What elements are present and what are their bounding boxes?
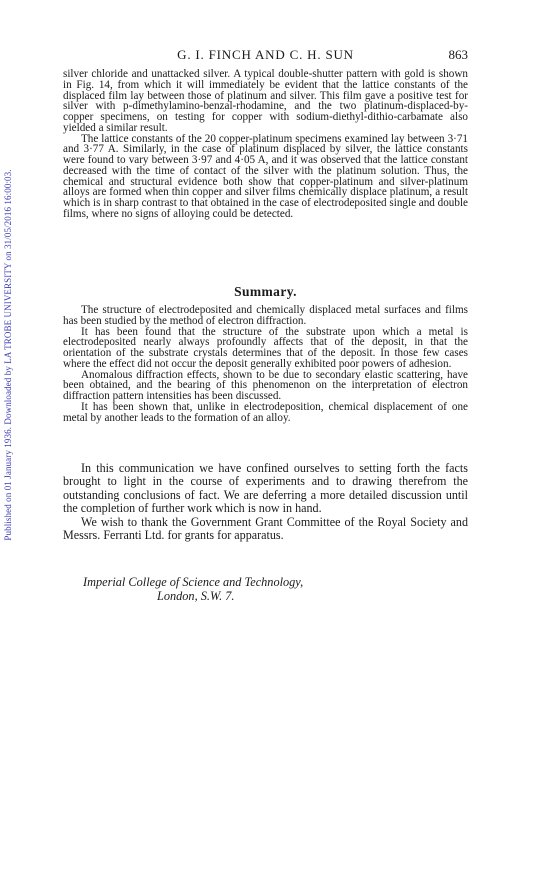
running-head: G. I. FINCH AND C. H. SUN [177,47,354,62]
summary-paragraph: The structure of electrodeposited and chemically displaced metal surfaces and films has been studied by the method of electron diffraction. [63,304,468,327]
closing-section [63,462,468,542]
closing-paragraph: In this communication we have confined ourselves to setting forth the facts brought to light in the course of experiments and to drawing therefrom the outstanding conclusions of fact. We are deferring a more detailed discussion until the completion of further work which is now in hand. [63,461,468,516]
summary-paragraph: It has been shown that, unlike in electrodeposition, chemical displacement of one metal by another leads to the formation of an alloy. [63,400,468,424]
affiliation-institution: Imperial College of Science and Technology, [83,575,304,589]
summary-heading: Summary. [234,284,297,299]
acknowledgement-paragraph: We wish to thank the Government Grant Committee of the Royal Society and Messrs. Ferranti Ltd. for grants for apparatus. [63,514,468,543]
results-paragraph: silver chloride and unattacked silver. A typical double-shutter pattern with gold is shown in Fig. 14, from which it will immediately be evident that the lattice constants of the displaced film lay between those of platinum and silver. This film gave a positive test for silver with p-dimethylamino-benzal-rhodamine, and the two platinum-displaced-by-copper specimens, on testing for copper with sodium-diethyl-dithio-carbamate also yielded a similar result. [63,68,468,134]
affiliation-address: London, S.W. 7. [157,588,235,603]
download-watermark-text: Published on 01 January 1936. Downloaded by LA TROBE UNIVERSITY on 31/05/2016 16:00:03. [3,169,13,541]
page-header [63,47,468,65]
summary-paragraph: Anomalous diffraction effects, shown to be due to secondary elastic scattering, have been obtained, and the bearing of this phenomenon on the interpretation of electron diffraction pattern intensities has been discussed. [63,368,468,402]
author-affiliation [83,576,303,603]
download-watermark [2,120,14,590]
results-paragraph: The lattice constants of the 20 copper-platinum specimens examined lay between 3·71 and 3·77 A. Similarly, in the case of platinum displaced by silver, the lattice constants were found to vary between 3·97 and 4·05 A, and it was observed that the lattice constant decreased with the time of contact of the silver with the platinum solution. Thus, the chemical and structural evidence both show that copper-platinum and silver-platinum alloys are formed when thin copper and silver films chemically displace platinum, a result which is in sharp contrast to that obtained in the case of electrodeposited single and double films, where no signs of alloying could be detected. [63,132,468,220]
summary-section [63,305,468,423]
summary-paragraph: It has been found that the structure of the substrate upon which a metal is electrodeposited nearly always profoundly affects that of the deposit, in that the orientation of the substrate crystals determines that of the deposit. In those few cases where the effect did not occur the deposit generally exhibited poor powers of adhesion. [63,325,468,370]
page-number: 863 [448,47,468,62]
results-section [63,69,468,220]
